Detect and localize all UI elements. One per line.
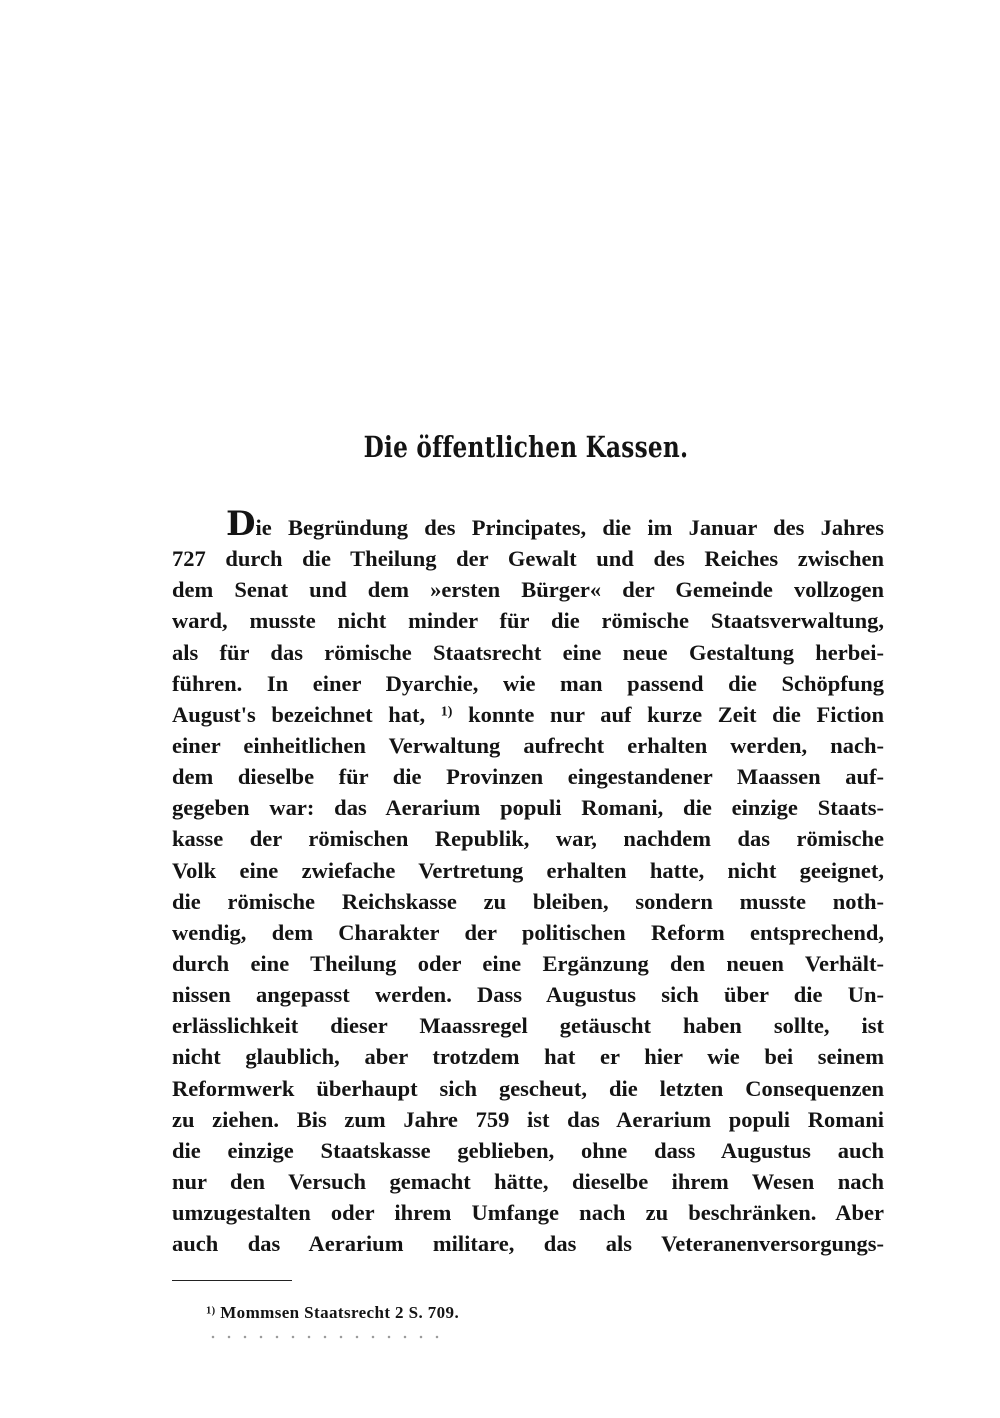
text-line: gegeben war: das Aerarium populi Romani, die einzige Staats- [172,795,884,821]
text-line: auch das Aerarium militare, das als Veteranenversorgungs- [172,1231,884,1257]
text-line: Reformwerk überhaupt sich gescheut, die letzten Consequenzen [172,1075,884,1101]
drop-cap: D [226,504,256,544]
text-line: führen. In einer Dyarchie, wie man passend die Schöpfung [172,670,884,696]
text-line: nicht glaublich, aber trotzdem hat er hier wie bei seinem [172,1044,884,1070]
chapter-title: Die öffentlichen Kassen. [363,430,689,464]
text-line: umzugestalten oder ihrem Umfange nach zu beschränken. Aber [172,1200,884,1226]
footnote [206,1303,459,1323]
text-line: die römische Reichskasse zu bleiben, sondern musste noth- [172,888,884,914]
footnote-text: Mommsen Staatsrecht 2 S. 709. [220,1303,460,1322]
text-line: nur den Versuch gemacht hätte, dieselbe ihrem Wesen nach [172,1168,884,1194]
footnote-reference[interactable]: 1) [440,704,453,720]
text-line: Volk eine zwiefache Vertretung erhalten hatte, nicht geeignet, [172,857,884,883]
text-line: Die Begründung des Principates, die im Januar des Jahres [226,504,884,544]
text-line: ward, musste nicht minder für die römische Staatsverwaltung, [172,608,884,634]
text-line: August's bezeichnet hat, $^{1)}$ konnte nur auf kurze Zeit die Fiction [172,701,884,727]
text-line: nissen angepasst werden. Dass Augustus sich über die Un- [172,982,884,1008]
text-line: wendig, dem Charakter der politischen Reform entsprechend, [172,919,884,945]
text-line: 727 durch die Theilung der Gewalt und des Reiches zwischen [172,546,884,572]
text-line: kasse der römischen Republik, war, nachdem das römische [172,826,884,852]
cut-off-text-line [205,1334,445,1340]
text-line: zu ziehen. Bis zum Jahre 759 ist das Aerarium populi Romani [172,1106,884,1132]
body-paragraph [172,504,884,1259]
text-line: dem dieselbe für die Provinzen eingestandener Maassen auf- [172,764,884,790]
text-line: die einzige Staatskasse geblieben, ohne dass Augustus auch [172,1137,884,1163]
text-line: einer einheitlichen Verwaltung aufrecht erhalten werden, nach- [172,732,884,758]
text-line: als für das römische Staatsrecht eine neue Gestaltung herbei- [172,639,884,665]
text-line: dem Senat und dem »ersten Bürger« der Gemeinde vollzogen [172,577,884,603]
footnote-divider [172,1280,292,1281]
text-line: erlässlichkeit dieser Maassregel getäuscht haben sollte, ist [172,1013,884,1039]
footnote-marker: 1) [206,1305,216,1317]
text-line: durch eine Theilung oder eine Ergänzung den neuen Verhält- [172,950,884,976]
